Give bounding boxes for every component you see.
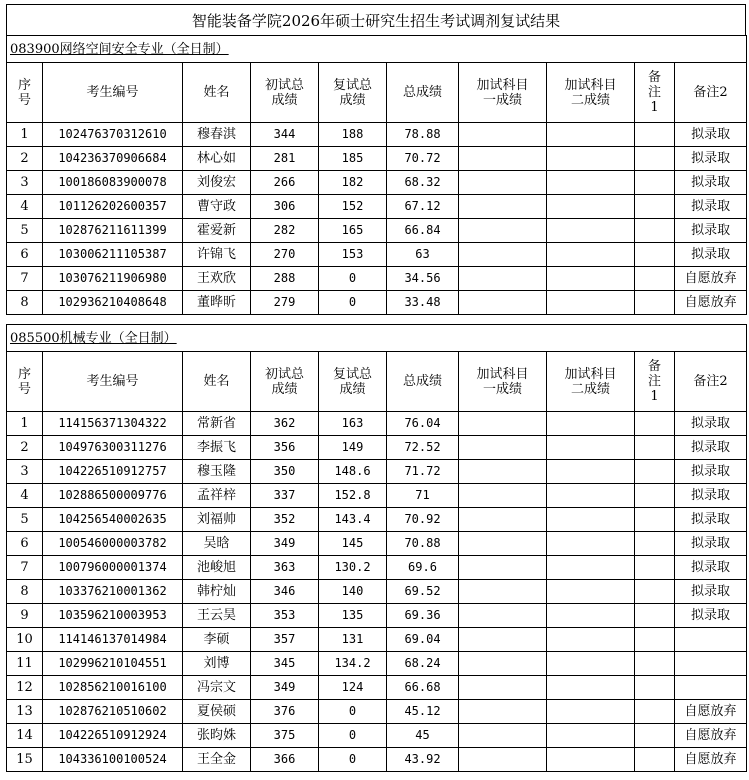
table-row [7, 748, 747, 772]
cell-note-1 [635, 604, 675, 628]
cell-name: 韩柠灿 [183, 580, 251, 604]
cell-initial-score: 375 [251, 724, 319, 748]
cell-extra-subject-2 [547, 460, 635, 484]
table-row [7, 604, 747, 628]
table-row [7, 243, 747, 267]
cell-retest-score: 0 [319, 748, 387, 772]
cell-total-score: 66.68 [387, 676, 459, 700]
table-row [7, 436, 747, 460]
cell-exam-id: 104226510912757 [43, 460, 183, 484]
table-row [7, 412, 747, 436]
cell-seq: 11 [7, 652, 43, 676]
cell-note-1 [635, 436, 675, 460]
cell-note-2: 拟录取 [675, 532, 747, 556]
cell-initial-score: 366 [251, 748, 319, 772]
cell-retest-score: 182 [319, 171, 387, 195]
cell-extra-subject-2 [547, 676, 635, 700]
table-row [7, 652, 747, 676]
cell-extra-subject-1 [459, 604, 547, 628]
cell-note-1 [635, 291, 675, 315]
cell-exam-id: 102876211611399 [43, 219, 183, 243]
header-note-1: 备注1 [635, 63, 675, 123]
header-total-score: 总成绩 [387, 352, 459, 412]
cell-note-2: 拟录取 [675, 484, 747, 508]
cell-extra-subject-1 [459, 460, 547, 484]
header-exam-id: 考生编号 [43, 63, 183, 123]
header-total-score: 总成绩 [387, 63, 459, 123]
cell-seq: 4 [7, 195, 43, 219]
cell-retest-score: 131 [319, 628, 387, 652]
cell-name: 董晔昕 [183, 291, 251, 315]
header-extra-subject-1: 加试科目一成绩 [459, 352, 547, 412]
cell-extra-subject-2 [547, 556, 635, 580]
cell-retest-score: 0 [319, 291, 387, 315]
cell-initial-score: 376 [251, 700, 319, 724]
cell-total-score: 67.12 [387, 195, 459, 219]
cell-note-2: 自愿放弃 [675, 700, 747, 724]
cell-extra-subject-2 [547, 243, 635, 267]
cell-note-2: 拟录取 [675, 195, 747, 219]
table-row [7, 147, 747, 171]
section-table-mechanical [6, 324, 747, 772]
cell-exam-id: 102996210104551 [43, 652, 183, 676]
cell-initial-score: 266 [251, 171, 319, 195]
cell-total-score: 71 [387, 484, 459, 508]
cell-initial-score: 353 [251, 604, 319, 628]
cell-exam-id: 102476370312610 [43, 123, 183, 147]
cell-retest-score: 0 [319, 700, 387, 724]
cell-seq: 5 [7, 219, 43, 243]
cell-extra-subject-2 [547, 508, 635, 532]
cell-extra-subject-2 [547, 147, 635, 171]
cell-extra-subject-2 [547, 291, 635, 315]
header-note-2: 备注2 [675, 352, 747, 412]
cell-note-2 [675, 652, 747, 676]
cell-name: 王欢欣 [183, 267, 251, 291]
cell-seq: 5 [7, 508, 43, 532]
cell-note-1 [635, 724, 675, 748]
cell-initial-score: 363 [251, 556, 319, 580]
cell-note-2: 自愿放弃 [675, 748, 747, 772]
header-row [7, 352, 747, 412]
cell-exam-id: 100796000001374 [43, 556, 183, 580]
cell-name: 李硕 [183, 628, 251, 652]
cell-seq: 1 [7, 123, 43, 147]
cell-seq: 7 [7, 556, 43, 580]
cell-total-score: 69.36 [387, 604, 459, 628]
table-row [7, 219, 747, 243]
cell-total-score: 33.48 [387, 291, 459, 315]
cell-total-score: 69.6 [387, 556, 459, 580]
cell-seq: 9 [7, 604, 43, 628]
cell-exam-id: 104976300311276 [43, 436, 183, 460]
table-row [7, 700, 747, 724]
page-title: 智能装备学院2026年硕士研究生招生考试调剂复试结果 [6, 4, 746, 36]
header-initial-score: 初试总成绩 [251, 352, 319, 412]
cell-note-2: 拟录取 [675, 604, 747, 628]
cell-retest-score: 124 [319, 676, 387, 700]
cell-note-1 [635, 123, 675, 147]
cell-total-score: 78.88 [387, 123, 459, 147]
cell-retest-score: 163 [319, 412, 387, 436]
cell-name: 许锦飞 [183, 243, 251, 267]
cell-name: 常新省 [183, 412, 251, 436]
cell-extra-subject-1 [459, 171, 547, 195]
cell-extra-subject-1 [459, 291, 547, 315]
cell-initial-score: 356 [251, 436, 319, 460]
cell-extra-subject-2 [547, 700, 635, 724]
cell-extra-subject-1 [459, 243, 547, 267]
cell-exam-id: 102886500009776 [43, 484, 183, 508]
cell-extra-subject-1 [459, 652, 547, 676]
table-row [7, 628, 747, 652]
cell-seq: 3 [7, 460, 43, 484]
cell-seq: 8 [7, 580, 43, 604]
cell-initial-score: 337 [251, 484, 319, 508]
cell-retest-score: 185 [319, 147, 387, 171]
cell-extra-subject-2 [547, 436, 635, 460]
cell-name: 穆春淇 [183, 123, 251, 147]
cell-exam-id: 114146137014984 [43, 628, 183, 652]
cell-note-1 [635, 580, 675, 604]
cell-seq: 2 [7, 147, 43, 171]
cell-note-2: 拟录取 [675, 147, 747, 171]
header-seq: 序号 [7, 352, 43, 412]
table-row [7, 532, 747, 556]
cell-total-score: 43.92 [387, 748, 459, 772]
cell-note-1 [635, 556, 675, 580]
cell-initial-score: 281 [251, 147, 319, 171]
cell-note-2: 拟录取 [675, 508, 747, 532]
cell-name: 冯宗文 [183, 676, 251, 700]
cell-total-score: 69.04 [387, 628, 459, 652]
cell-note-1 [635, 412, 675, 436]
cell-note-1 [635, 267, 675, 291]
cell-total-score: 76.04 [387, 412, 459, 436]
cell-note-2: 拟录取 [675, 580, 747, 604]
cell-extra-subject-1 [459, 676, 547, 700]
cell-extra-subject-1 [459, 123, 547, 147]
cell-extra-subject-1 [459, 628, 547, 652]
cell-exam-id: 100186083900078 [43, 171, 183, 195]
cell-total-score: 68.24 [387, 652, 459, 676]
table-row [7, 580, 747, 604]
cell-initial-score: 352 [251, 508, 319, 532]
cell-initial-score: 350 [251, 460, 319, 484]
section-caption: 085500机械专业（全日制） [7, 325, 747, 352]
cell-name: 穆玉隆 [183, 460, 251, 484]
cell-note-2 [675, 628, 747, 652]
cell-initial-score: 306 [251, 195, 319, 219]
cell-name: 曹守政 [183, 195, 251, 219]
cell-name: 刘俊宏 [183, 171, 251, 195]
cell-retest-score: 143.4 [319, 508, 387, 532]
cell-note-1 [635, 532, 675, 556]
cell-note-1 [635, 243, 675, 267]
cell-name: 刘福帅 [183, 508, 251, 532]
cell-name: 张昀姝 [183, 724, 251, 748]
cell-initial-score: 279 [251, 291, 319, 315]
cell-extra-subject-2 [547, 652, 635, 676]
cell-seq: 10 [7, 628, 43, 652]
cell-retest-score: 152.8 [319, 484, 387, 508]
section-table-cyber-security [6, 35, 747, 315]
cell-exam-id: 104256540002635 [43, 508, 183, 532]
cell-note-2: 拟录取 [675, 436, 747, 460]
cell-retest-score: 165 [319, 219, 387, 243]
cell-extra-subject-2 [547, 195, 635, 219]
table-row [7, 508, 747, 532]
cell-seq: 2 [7, 436, 43, 460]
cell-note-2: 拟录取 [675, 123, 747, 147]
cell-exam-id: 100546000003782 [43, 532, 183, 556]
cell-exam-id: 104236370906684 [43, 147, 183, 171]
header-initial-score: 初试总成绩 [251, 63, 319, 123]
cell-extra-subject-1 [459, 219, 547, 243]
cell-exam-id: 103076211906980 [43, 267, 183, 291]
cell-extra-subject-1 [459, 700, 547, 724]
cell-seq: 3 [7, 171, 43, 195]
cell-note-2: 自愿放弃 [675, 267, 747, 291]
cell-initial-score: 345 [251, 652, 319, 676]
cell-initial-score: 357 [251, 628, 319, 652]
cell-initial-score: 346 [251, 580, 319, 604]
header-exam-id: 考生编号 [43, 352, 183, 412]
cell-total-score: 63 [387, 243, 459, 267]
cell-exam-id: 103006211105387 [43, 243, 183, 267]
table-row [7, 724, 747, 748]
cell-extra-subject-1 [459, 267, 547, 291]
cell-note-1 [635, 748, 675, 772]
cell-total-score: 69.52 [387, 580, 459, 604]
cell-initial-score: 349 [251, 532, 319, 556]
cell-name: 王全金 [183, 748, 251, 772]
cell-total-score: 66.84 [387, 219, 459, 243]
header-extra-subject-2: 加试科目二成绩 [547, 352, 635, 412]
cell-exam-id: 114156371304322 [43, 412, 183, 436]
cell-total-score: 45.12 [387, 700, 459, 724]
cell-note-1 [635, 147, 675, 171]
cell-exam-id: 102856210016100 [43, 676, 183, 700]
cell-note-2 [675, 676, 747, 700]
header-retest-score: 复试总成绩 [319, 63, 387, 123]
cell-name: 王云昊 [183, 604, 251, 628]
cell-retest-score: 140 [319, 580, 387, 604]
cell-extra-subject-1 [459, 195, 547, 219]
cell-note-2: 拟录取 [675, 219, 747, 243]
cell-extra-subject-1 [459, 147, 547, 171]
cell-retest-score: 130.2 [319, 556, 387, 580]
cell-total-score: 72.52 [387, 436, 459, 460]
cell-note-1 [635, 219, 675, 243]
cell-note-2: 自愿放弃 [675, 291, 747, 315]
cell-initial-score: 270 [251, 243, 319, 267]
cell-exam-id: 101126202600357 [43, 195, 183, 219]
header-seq: 序号 [7, 63, 43, 123]
cell-initial-score: 344 [251, 123, 319, 147]
cell-name: 夏侯硕 [183, 700, 251, 724]
cell-total-score: 71.72 [387, 460, 459, 484]
table-row [7, 267, 747, 291]
cell-note-1 [635, 460, 675, 484]
cell-total-score: 70.88 [387, 532, 459, 556]
header-extra-subject-1: 加试科目一成绩 [459, 63, 547, 123]
cell-total-score: 68.32 [387, 171, 459, 195]
cell-extra-subject-1 [459, 580, 547, 604]
cell-note-1 [635, 508, 675, 532]
cell-exam-id: 102876210510602 [43, 700, 183, 724]
cell-initial-score: 288 [251, 267, 319, 291]
cell-note-1 [635, 171, 675, 195]
section-caption: 083900网络空间安全专业（全日制） [7, 36, 747, 63]
cell-note-1 [635, 628, 675, 652]
cell-extra-subject-2 [547, 628, 635, 652]
cell-note-2: 自愿放弃 [675, 724, 747, 748]
cell-retest-score: 135 [319, 604, 387, 628]
cell-name: 池峻旭 [183, 556, 251, 580]
cell-retest-score: 134.2 [319, 652, 387, 676]
cell-retest-score: 149 [319, 436, 387, 460]
table-row [7, 171, 747, 195]
cell-retest-score: 153 [319, 243, 387, 267]
cell-note-1 [635, 676, 675, 700]
cell-exam-id: 103376210001362 [43, 580, 183, 604]
table-row [7, 484, 747, 508]
cell-initial-score: 349 [251, 676, 319, 700]
cell-extra-subject-2 [547, 123, 635, 147]
cell-seq: 15 [7, 748, 43, 772]
cell-name: 吴晗 [183, 532, 251, 556]
cell-initial-score: 282 [251, 219, 319, 243]
cell-extra-subject-2 [547, 604, 635, 628]
cell-extra-subject-2 [547, 748, 635, 772]
cell-total-score: 45 [387, 724, 459, 748]
cell-retest-score: 152 [319, 195, 387, 219]
cell-name: 李振飞 [183, 436, 251, 460]
cell-seq: 14 [7, 724, 43, 748]
cell-total-score: 70.92 [387, 508, 459, 532]
cell-seq: 8 [7, 291, 43, 315]
cell-seq: 1 [7, 412, 43, 436]
cell-exam-id: 103596210003953 [43, 604, 183, 628]
table-row [7, 123, 747, 147]
cell-name: 孟祥梓 [183, 484, 251, 508]
cell-extra-subject-1 [459, 412, 547, 436]
cell-extra-subject-1 [459, 556, 547, 580]
cell-seq: 6 [7, 243, 43, 267]
cell-name: 霍爱新 [183, 219, 251, 243]
cell-extra-subject-1 [459, 748, 547, 772]
cell-seq: 12 [7, 676, 43, 700]
header-retest-score: 复试总成绩 [319, 352, 387, 412]
cell-name: 林心如 [183, 147, 251, 171]
header-extra-subject-2: 加试科目二成绩 [547, 63, 635, 123]
cell-note-1 [635, 195, 675, 219]
cell-total-score: 34.56 [387, 267, 459, 291]
cell-note-2: 拟录取 [675, 243, 747, 267]
header-name: 姓名 [183, 63, 251, 123]
cell-extra-subject-1 [459, 724, 547, 748]
header-row [7, 63, 747, 123]
cell-retest-score: 0 [319, 267, 387, 291]
table-row [7, 291, 747, 315]
cell-total-score: 70.72 [387, 147, 459, 171]
table-row [7, 676, 747, 700]
table-row [7, 195, 747, 219]
header-note-1: 备注1 [635, 352, 675, 412]
cell-initial-score: 362 [251, 412, 319, 436]
cell-note-1 [635, 700, 675, 724]
cell-extra-subject-2 [547, 171, 635, 195]
cell-note-1 [635, 484, 675, 508]
cell-note-2: 拟录取 [675, 412, 747, 436]
header-note-2: 备注2 [675, 63, 747, 123]
cell-extra-subject-2 [547, 532, 635, 556]
cell-extra-subject-2 [547, 580, 635, 604]
cell-retest-score: 188 [319, 123, 387, 147]
cell-extra-subject-2 [547, 219, 635, 243]
cell-note-2: 拟录取 [675, 556, 747, 580]
cell-extra-subject-2 [547, 412, 635, 436]
cell-note-1 [635, 652, 675, 676]
cell-note-2: 拟录取 [675, 460, 747, 484]
cell-seq: 4 [7, 484, 43, 508]
cell-exam-id: 102936210408648 [43, 291, 183, 315]
cell-extra-subject-2 [547, 724, 635, 748]
cell-seq: 7 [7, 267, 43, 291]
cell-extra-subject-2 [547, 484, 635, 508]
cell-retest-score: 145 [319, 532, 387, 556]
cell-extra-subject-1 [459, 532, 547, 556]
cell-seq: 13 [7, 700, 43, 724]
cell-retest-score: 148.6 [319, 460, 387, 484]
cell-name: 刘博 [183, 652, 251, 676]
cell-retest-score: 0 [319, 724, 387, 748]
cell-extra-subject-1 [459, 436, 547, 460]
table-row [7, 556, 747, 580]
cell-extra-subject-2 [547, 267, 635, 291]
table-row [7, 460, 747, 484]
cell-seq: 6 [7, 532, 43, 556]
cell-exam-id: 104336100100524 [43, 748, 183, 772]
cell-extra-subject-1 [459, 508, 547, 532]
cell-exam-id: 104226510912924 [43, 724, 183, 748]
header-name: 姓名 [183, 352, 251, 412]
cell-note-2: 拟录取 [675, 171, 747, 195]
cell-extra-subject-1 [459, 484, 547, 508]
